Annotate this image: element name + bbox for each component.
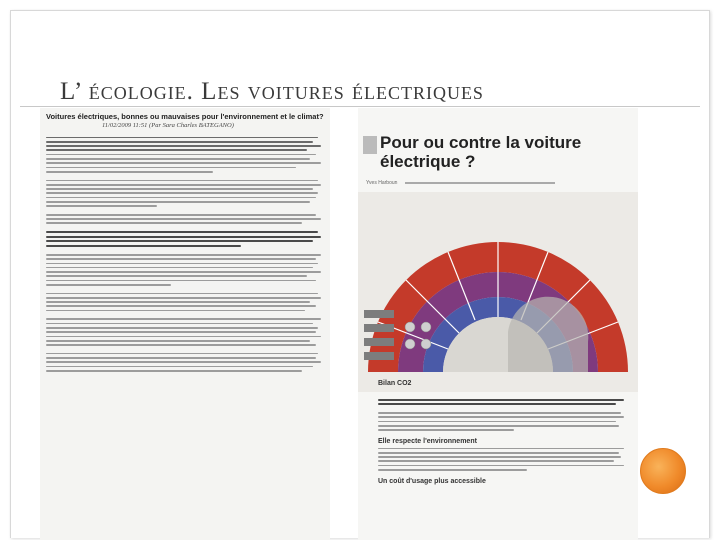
right-subhead-environment: Elle respecte l'environnement bbox=[378, 438, 477, 445]
right-article-body bbox=[378, 396, 626, 487]
article-paragraph-bold bbox=[378, 399, 626, 406]
article-paragraph-bold bbox=[46, 231, 324, 247]
article-paragraph bbox=[46, 214, 324, 224]
left-article-headline: Voitures électriques, bonnes ou mauvaises pour l'environnement et le climat? bbox=[46, 112, 324, 121]
decorative-orange-circle bbox=[640, 448, 686, 494]
article-paragraph bbox=[46, 180, 324, 207]
right-article-scan bbox=[358, 108, 638, 540]
article-paragraph bbox=[378, 412, 626, 431]
left-article-byline: 11/02/2009 11:51 (Par Sara Charles BATEGANO) bbox=[102, 122, 234, 129]
article-paragraph bbox=[46, 353, 324, 372]
meta-author: Yves Harboun bbox=[366, 180, 398, 186]
article-paragraph bbox=[46, 293, 324, 312]
left-article-scan bbox=[40, 108, 330, 540]
right-article-title: Pour ou contre la voiture électrique ? bbox=[380, 133, 582, 171]
title-divider bbox=[20, 106, 700, 107]
co2-balance-chart bbox=[358, 192, 638, 392]
right-subhead-cost: Un coût d'usage plus accessible bbox=[378, 477, 486, 485]
article-paragraph bbox=[46, 137, 324, 173]
article-paragraph bbox=[46, 318, 324, 345]
chart-caption: Bilan CO2 bbox=[378, 380, 412, 387]
left-article-body bbox=[40, 130, 330, 372]
slide-title: L’ écologie. Les voitures électriques bbox=[60, 78, 484, 105]
right-article-meta bbox=[366, 180, 632, 186]
author-photo bbox=[363, 136, 377, 154]
article-paragraph bbox=[46, 254, 324, 286]
article-paragraph bbox=[378, 448, 626, 471]
